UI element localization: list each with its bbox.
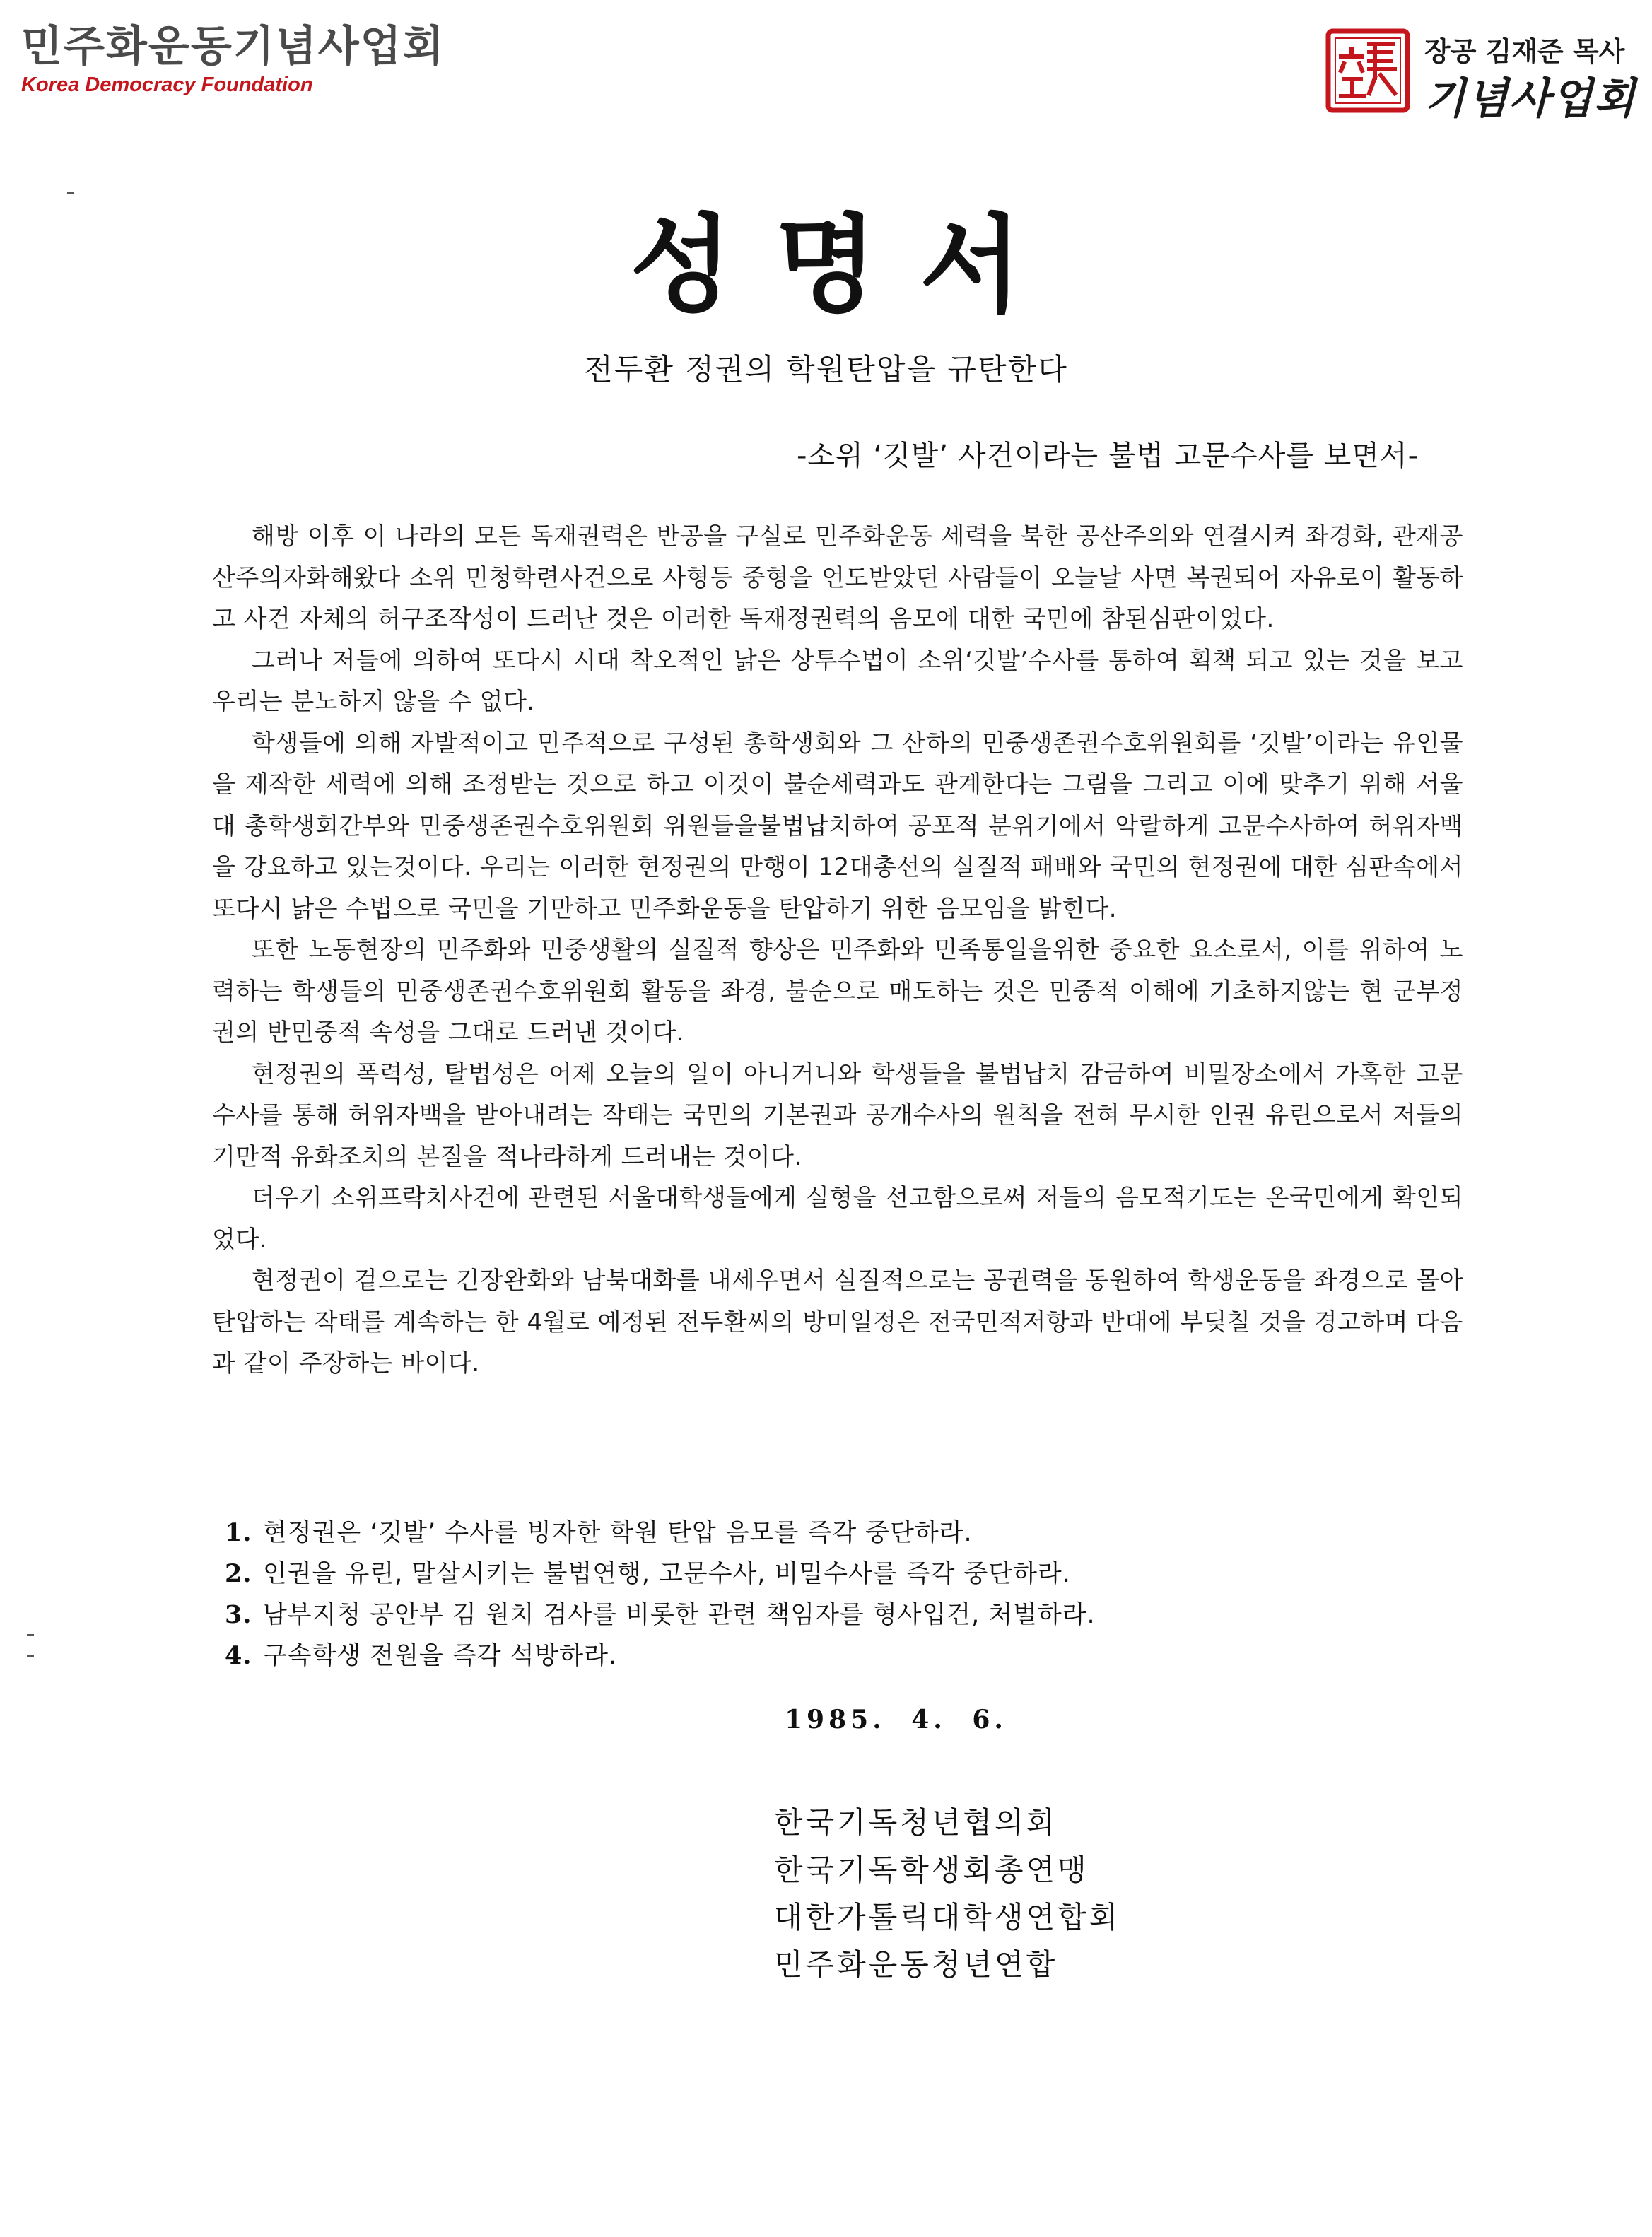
demand-text: 인권을 유린, 말살시키는 불법연행, 고문수사, 비밀수사를 즉각 중단하라. <box>263 1560 1071 1588</box>
kdf-logo <box>21 21 445 98</box>
paragraph-1: 해방 이후 이 나라의 모든 독재권력은 반공을 구실로 민주화운동 세력을 북한 공산주의와 연결시켜 좌경화, 관재공산주의자화해왔다 소위 민청학련사건으로 사형등 중형을 언도받았던 사람들이 오늘날 사면 복권되어 자유로이 활동하고 사건 자체의 허구조작성이 드러난 것은 이러한 독재정권력의 음모에 대한 국민에 참된심판이었다. <box>212 522 1463 633</box>
demand-number: 4. <box>225 1641 252 1670</box>
demand-item <box>225 1513 1285 1554</box>
scan-mark <box>27 1634 34 1636</box>
statement-date: 1985. 4. 6. <box>785 1705 1007 1734</box>
jangkong-memorial-logo <box>1325 28 1636 124</box>
demand-item <box>225 1595 1285 1636</box>
kdf-logo-english: Korea Democracy Foundation <box>21 74 313 96</box>
signatory: 한국기독학생회총연맹 <box>774 1853 1089 1887</box>
demand-text: 구속학생 전원을 즉각 석방하라. <box>263 1642 618 1670</box>
memorial-logo-line2: 기념사업회 <box>1424 74 1636 124</box>
statement-body <box>212 516 1463 1385</box>
kdf-logo-korean: 민주화운동기념사업회 <box>21 22 445 71</box>
demand-number: 1. <box>225 1518 252 1547</box>
paragraph-6: 더우기 소위프락치사건에 관련된 서울대학생들에게 실형을 선고함으로써 저들의 음모적기도는 온국민에게 확인되었다. <box>212 1184 1463 1254</box>
document-subtitle: 전두환 정권의 학원탄압을 규탄한다 <box>584 352 1068 387</box>
demand-item <box>225 1636 1285 1677</box>
seal-icon <box>1325 28 1410 113</box>
demand-text: 현정권은 ‘깃발’ 수사를 빙자한 학원 탄압 음모를 즉각 중단하라. <box>263 1519 973 1547</box>
paragraph-7: 현정권이 겉으로는 긴장완화와 남북대화를 내세우면서 실질적으로는 공권력을 동원하여 학생운동을 좌경으로 몰아 탄압하는 작태를 계속하는 한 4월로 예정된 전두환씨의 방미일정은 전국민적저항과 반대에 부딪칠 것을 경고하며 다음과 같이 주장하는 바이다. <box>212 1267 1463 1378</box>
memorial-logo-line1: 장공 김재준 목사 <box>1424 35 1625 67</box>
document-secondary-subtitle: -소위 ‘깃발’ 사건이라는 불법 고문수사를 보면서- <box>796 440 1419 472</box>
paragraph-4: 또한 노동현장의 민주화와 민중생활의 실질적 향상은 민주화와 민족통일을위한 중요한 요소로서, 이를 위하여 노력하는 학생들의 민중생존권수호위원회 활동을 좌경, 불순으로 매도하는 것은 민중적 이해에 기초하지않는 현 군부정권의 반민중적 속성을 그대로 드러낸 것이다. <box>212 936 1463 1047</box>
signatories <box>774 1799 1255 1988</box>
signatory: 한국기독청년협의회 <box>774 1805 1058 1840</box>
paragraph-3: 학생들에 의해 자발적이고 민주적으로 구성된 총학생회와 그 산하의 민중생존권수호위원회를 ‘깃발’이라는 유인물을 제작한 세력에 의해 조정받는 것으로 하고 이것이 불순세력과도 관계한다는 그림을 그리고 이에 맞추기 위해 서울대 총학생회간부와 민중생존권수호위원회 위원들을불법납치하여 공포적 분위기에서 악랄하게 고문수사하여 허위자백을 강요하고 있는것이다. 우리는 이러한 현정권의 만행이 12대총선의 실질적 패배와 국민의 현정권에 대한 심판속에서 또다시 낡은 수법으로 국민을 기만하고 민주화운동을 탄압하기 위한 음모임을 밝힌다. <box>212 729 1463 923</box>
paragraph-2: 그러나 저들에 의하여 또다시 시대 착오적인 낡은 상투수법이 소위‘깃발’수사를 통하여 획책 되고 있는 것을 보고 우리는 분노하지 않을 수 없다. <box>212 646 1463 716</box>
document-title: 성명서 <box>630 203 1065 327</box>
demand-number: 3. <box>225 1600 252 1629</box>
demand-item <box>225 1554 1285 1595</box>
scan-mark <box>27 1655 34 1657</box>
paragraph-5: 현정권의 폭력성, 탈법성은 어제 오늘의 일이 아니거니와 학생들을 불법납치 감금하여 비밀장소에서 가혹한 고문수사를 통해 허위자백을 받아내려는 작태는 국민의 기본권과 공개수사의 원칙을 전혀 무시한 인권 유린으로서 저들의 기만적 유화조치의 본질을 적나라하게 드러내는 것이다. <box>212 1059 1463 1171</box>
demands-list <box>225 1513 1285 1677</box>
scan-mark <box>67 192 74 194</box>
signatory: 민주화운동청년연합 <box>774 1947 1058 1982</box>
demand-text: 남부지청 공안부 김 원치 검사를 비롯한 관련 책임자를 형사입건, 처벌하라. <box>263 1601 1096 1629</box>
signatory: 대한가톨릭대학생연합회 <box>774 1900 1121 1934</box>
demand-number: 2. <box>225 1559 252 1588</box>
